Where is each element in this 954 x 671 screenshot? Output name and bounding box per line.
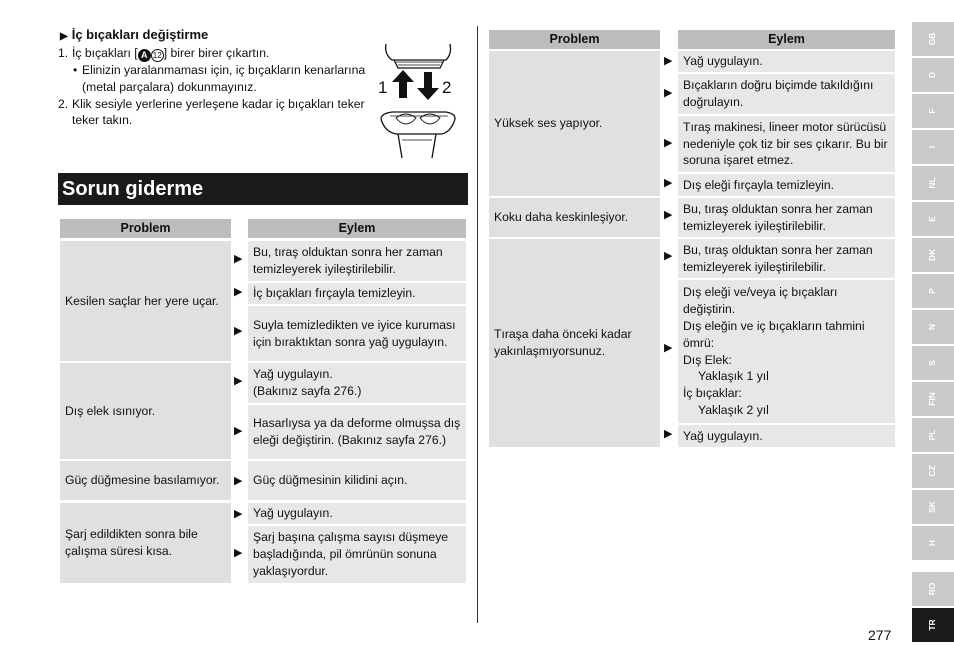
arrow-icon: ▶ [664, 177, 673, 189]
language-tab-sk[interactable]: SK [912, 490, 954, 524]
section-title: ▶ İç bıçakları değiştirme [60, 27, 209, 42]
right-action-header: Eylem [678, 30, 895, 49]
left-action-3-1: Güç düğmesinin kilidini açın. [248, 461, 466, 500]
instruction-steps [58, 45, 368, 129]
right-problem-3: Tıraşa daha önceki kadar yakınlaşmıyorsunuz. [489, 239, 660, 447]
language-tab-dk[interactable]: DK [912, 238, 954, 272]
language-tab-d[interactable]: D [912, 58, 954, 92]
language-tab-p[interactable]: P [912, 274, 954, 308]
arrow-icon: ▶ [234, 475, 243, 487]
language-tab-h[interactable]: H [912, 526, 954, 560]
arrow-icon: ▶ [234, 547, 243, 559]
left-action-header: Eylem [248, 219, 466, 238]
right-action-2-1: Bu, tıraş olduktan sonra her zaman temizleyerek iyileştirilebilir. [678, 198, 895, 237]
left-problem-2: Dış elek ısınıyor. [60, 363, 231, 459]
arrow-icon: ▶ [664, 342, 673, 354]
left-problem-1: Kesilen saçlar her yere uçar. [60, 241, 231, 361]
language-tab-pl[interactable]: PL [912, 418, 954, 452]
part-ref-12: 12 [151, 49, 164, 62]
arrow-icon: ▶ [664, 137, 673, 149]
language-tab-ro[interactable]: RO [912, 572, 954, 606]
column-divider [477, 26, 478, 623]
language-tab-tr[interactable]: TR [912, 608, 954, 642]
step-1-warning: • Elinizin yaralanmaması için, iç bıçakların kenarlarına (metal parçalara) dokunmayınız. [73, 63, 366, 94]
left-action-2-2: Hasarlıysa ya da deforme olmuşsa dış eleği değiştirin. (Bakınız sayfa 276.) [248, 405, 466, 459]
language-tab-i[interactable]: I [912, 130, 954, 164]
language-tab-gb[interactable]: GB [912, 22, 954, 56]
right-action-3-3: Yağ uygulayın. [678, 425, 895, 447]
right-problem-1: Yüksek ses yapıyor. [489, 51, 660, 196]
arrow-label-1: 1 [378, 78, 388, 97]
arrow-icon: ▶ [664, 428, 673, 440]
right-action-3-1: Bu, tıraş olduktan sonra her zaman temizleyerek iyileştirilebilir. [678, 239, 895, 278]
language-tab-fin[interactable]: FIN [912, 382, 954, 416]
arrow-icon: ▶ [664, 87, 673, 99]
right-action-1-4: Dış eleği fırçayla temizleyin. [678, 174, 895, 196]
language-tab-s[interactable]: S [912, 346, 954, 380]
arrow-icon: ▶ [234, 253, 243, 265]
arrow-icon: ▶ [234, 508, 243, 520]
language-tab-nl[interactable]: NL [912, 166, 954, 200]
arrow-icon: ▶ [234, 425, 243, 437]
right-action-1-1: Yağ uygulayın. [678, 51, 895, 72]
left-problem-4: Şarj edildikten sonra bile çalışma süresi kısa. [60, 503, 231, 583]
arrow-icon: ▶ [664, 250, 673, 262]
shaver-head-illustration [372, 40, 462, 162]
right-problem-header: Problem [489, 30, 660, 49]
left-action-1-3: Suyla temizledikten ve iyice kuruması için bıraktıktan sonra yağ uygulayın. [248, 306, 466, 361]
left-problem-3: Güç düğmesine basılamıyor. [60, 461, 231, 500]
page-title: Sorun giderme [58, 173, 468, 205]
right-action-1-3: Tıraş makinesi, lineer motor sürücüsü nedeniyle çok tiz bir ses çıkarır. Bu bir soruna işaret etmez. [678, 116, 895, 172]
step-1: 1. İç bıçakları [ A 12 ] birer birer çıkartın. [58, 46, 270, 60]
right-action-3-2: Dış eleği ve/veya iç bıçakları değiştirin. Dış eleğin ve iç bıçakların tahmini ömrü: Dış Elek: Yaklaşık 1 yıl İç bıçaklar: Yaklaşık 2 yıl [678, 280, 895, 423]
language-tab-e[interactable]: E [912, 202, 954, 236]
arrow-icon: ▶ [664, 209, 673, 221]
language-tab-n[interactable]: N [912, 310, 954, 344]
language-tab-cz[interactable]: CZ [912, 454, 954, 488]
left-problem-header: Problem [60, 219, 231, 238]
left-action-2-1: Yağ uygulayın. (Bakınız sayfa 276.) [248, 363, 466, 403]
step-2: 2. Klik sesiyle yerlerine yerleşene kadar iç bıçakları teker teker takın. [58, 96, 365, 128]
arrow-icon: ▶ [664, 55, 673, 67]
left-action-1-2: İç bıçakları fırçayla temizleyin. [248, 283, 466, 304]
right-action-1-2: Bıçakların doğru biçimde takıldığını doğrulayın. [678, 74, 895, 114]
language-tab-f[interactable]: F [912, 94, 954, 128]
arrow-label-2: 2 [442, 78, 452, 97]
arrow-icon: ▶ [234, 325, 243, 337]
page-number: 277 [868, 627, 892, 643]
left-action-4-2: Şarj başına çalışma sayısı düşmeye başladığında, pil ömrünün sonuna yaklaşıyordur. [248, 526, 466, 583]
left-action-1-1: Bu, tıraş olduktan sonra her zaman temizleyerek iyileştirilebilir. [248, 241, 466, 281]
part-a-badge: A [138, 49, 151, 62]
right-problem-2: Koku daha keskinleşiyor. [489, 198, 660, 237]
arrow-icon: ▶ [234, 375, 243, 387]
arrow-icon: ▶ [234, 286, 243, 298]
triangle-bullet-icon: ▶ [60, 31, 68, 42]
left-action-4-1: Yağ uygulayın. [248, 503, 466, 524]
